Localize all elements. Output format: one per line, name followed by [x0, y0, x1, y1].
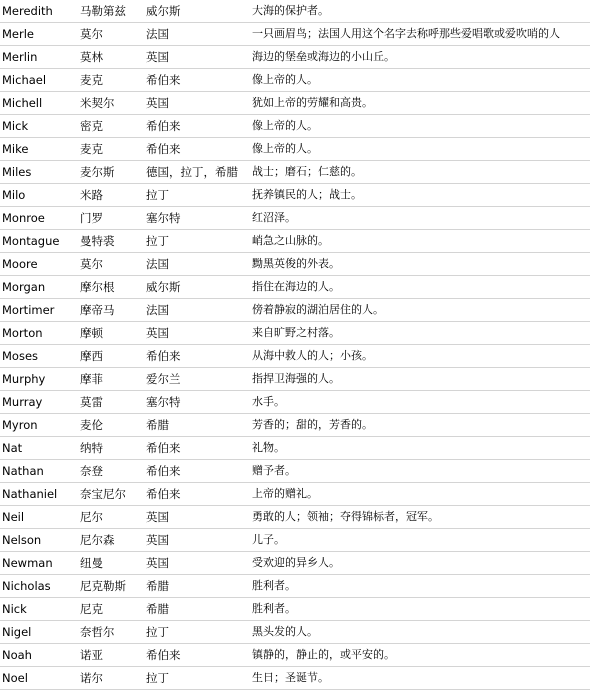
meaning-cell: 镇静的，静止的，或平安的。 [250, 644, 590, 667]
table-row [0, 46, 590, 69]
table-row [0, 667, 590, 690]
table-row [0, 138, 590, 161]
english-name-cell: Murray [0, 391, 78, 414]
table-row [0, 322, 590, 345]
origin-cell: 希伯来 [144, 460, 250, 483]
meaning-cell: 红沼泽。 [250, 207, 590, 230]
english-name-cell: Nicholas [0, 575, 78, 598]
english-name-cell: Montague [0, 230, 78, 253]
chinese-name-cell: 麦尔斯 [78, 161, 144, 184]
table-row [0, 253, 590, 276]
meaning-cell: 胜利者。 [250, 575, 590, 598]
english-name-cell: Myron [0, 414, 78, 437]
origin-cell: 希腊 [144, 414, 250, 437]
english-name-cell: Merle [0, 23, 78, 46]
origin-cell: 法国 [144, 23, 250, 46]
table-row [0, 506, 590, 529]
chinese-name-cell: 密克 [78, 115, 144, 138]
origin-cell: 希伯来 [144, 138, 250, 161]
chinese-name-cell: 纳特 [78, 437, 144, 460]
meaning-cell: 像上帝的人。 [250, 69, 590, 92]
chinese-name-cell: 摩西 [78, 345, 144, 368]
table-row [0, 552, 590, 575]
chinese-name-cell: 摩顿 [78, 322, 144, 345]
meaning-cell: 抚养镇民的人；战士。 [250, 184, 590, 207]
meaning-cell: 大海的保护者。 [250, 0, 590, 23]
english-name-cell: Nat [0, 437, 78, 460]
chinese-name-cell: 奈哲尔 [78, 621, 144, 644]
meaning-cell: 指住在海边的人。 [250, 276, 590, 299]
english-name-cell: Miles [0, 161, 78, 184]
table-row [0, 115, 590, 138]
table-row [0, 276, 590, 299]
chinese-name-cell: 奈宝尼尔 [78, 483, 144, 506]
origin-cell: 英国 [144, 92, 250, 115]
english-name-cell: Merlin [0, 46, 78, 69]
table-row [0, 598, 590, 621]
origin-cell: 塞尔特 [144, 207, 250, 230]
chinese-name-cell: 麦克 [78, 69, 144, 92]
chinese-name-cell: 麦伦 [78, 414, 144, 437]
chinese-name-cell: 米路 [78, 184, 144, 207]
chinese-name-cell: 诺亚 [78, 644, 144, 667]
origin-cell: 希伯来 [144, 437, 250, 460]
meaning-cell: 勇敢的人；领袖；夺得锦标者，冠军。 [250, 506, 590, 529]
meaning-cell: 战士；磨石；仁慈的。 [250, 161, 590, 184]
meaning-cell: 受欢迎的异乡人。 [250, 552, 590, 575]
chinese-name-cell: 莫尔 [78, 23, 144, 46]
meaning-cell: 胜利者。 [250, 598, 590, 621]
chinese-name-cell: 曼特裘 [78, 230, 144, 253]
english-name-cell: Milo [0, 184, 78, 207]
chinese-name-cell: 尼克勒斯 [78, 575, 144, 598]
table-row [0, 299, 590, 322]
meaning-cell: 上帝的赠礼。 [250, 483, 590, 506]
origin-cell: 拉丁 [144, 667, 250, 690]
english-name-cell: Moses [0, 345, 78, 368]
origin-cell: 希伯来 [144, 644, 250, 667]
meaning-cell: 犹如上帝的劳耀和高贵。 [250, 92, 590, 115]
english-name-cell: Murphy [0, 368, 78, 391]
chinese-name-cell: 莫尔 [78, 253, 144, 276]
origin-cell: 爱尔兰 [144, 368, 250, 391]
table-row [0, 368, 590, 391]
english-name-cell: Michael [0, 69, 78, 92]
english-name-cell: Nick [0, 598, 78, 621]
english-name-cell: Newman [0, 552, 78, 575]
chinese-name-cell: 门罗 [78, 207, 144, 230]
meaning-cell: 像上帝的人。 [250, 138, 590, 161]
origin-cell: 希伯来 [144, 483, 250, 506]
chinese-name-cell: 纽曼 [78, 552, 144, 575]
chinese-name-cell: 摩尔根 [78, 276, 144, 299]
origin-cell: 希伯来 [144, 345, 250, 368]
table-row [0, 621, 590, 644]
english-name-cell: Mike [0, 138, 78, 161]
english-name-cell: Monroe [0, 207, 78, 230]
table-row [0, 414, 590, 437]
meaning-cell: 指捍卫海强的人。 [250, 368, 590, 391]
english-name-cell: Nathan [0, 460, 78, 483]
origin-cell: 法国 [144, 299, 250, 322]
table-row [0, 69, 590, 92]
english-name-cell: Noel [0, 667, 78, 690]
origin-cell: 德国，拉丁，希腊 [144, 161, 250, 184]
meaning-cell: 水手。 [250, 391, 590, 414]
origin-cell: 威尔斯 [144, 276, 250, 299]
chinese-name-cell: 尼克 [78, 598, 144, 621]
meaning-cell: 像上帝的人。 [250, 115, 590, 138]
chinese-name-cell: 马勒第兹 [78, 0, 144, 23]
origin-cell: 希腊 [144, 598, 250, 621]
origin-cell: 希腊 [144, 575, 250, 598]
chinese-name-cell: 莫林 [78, 46, 144, 69]
origin-cell: 拉丁 [144, 230, 250, 253]
english-name-cell: Michell [0, 92, 78, 115]
chinese-name-cell: 米契尔 [78, 92, 144, 115]
meaning-cell: 赠予者。 [250, 460, 590, 483]
origin-cell: 英国 [144, 529, 250, 552]
table-row [0, 0, 590, 23]
table-row [0, 23, 590, 46]
origin-cell: 塞尔特 [144, 391, 250, 414]
origin-cell: 英国 [144, 506, 250, 529]
english-name-cell: Meredith [0, 0, 78, 23]
origin-cell: 希伯来 [144, 115, 250, 138]
english-name-cell: Mick [0, 115, 78, 138]
table-row [0, 644, 590, 667]
origin-cell: 英国 [144, 552, 250, 575]
origin-cell: 英国 [144, 46, 250, 69]
english-name-cell: Nelson [0, 529, 78, 552]
table-row [0, 230, 590, 253]
chinese-name-cell: 诺尔 [78, 667, 144, 690]
table-row [0, 207, 590, 230]
table-row [0, 483, 590, 506]
meaning-cell: 礼物。 [250, 437, 590, 460]
table-row [0, 391, 590, 414]
chinese-name-cell: 奈登 [78, 460, 144, 483]
english-name-cell: Neil [0, 506, 78, 529]
origin-cell: 威尔斯 [144, 0, 250, 23]
meaning-cell: 海边的堡垒或海边的小山丘。 [250, 46, 590, 69]
origin-cell: 法国 [144, 253, 250, 276]
meaning-cell: 一只画眉鸟；法国人用这个名字去称呼那些爱唱歌或爱吹哨的人 [250, 23, 590, 46]
table-row [0, 184, 590, 207]
meaning-cell: 生日；圣诞节。 [250, 667, 590, 690]
meaning-cell: 傍着静寂的湖泊居住的人。 [250, 299, 590, 322]
table-row [0, 161, 590, 184]
chinese-name-cell: 尼尔 [78, 506, 144, 529]
table-row [0, 460, 590, 483]
meaning-cell: 儿子。 [250, 529, 590, 552]
chinese-name-cell: 莫雷 [78, 391, 144, 414]
english-name-cell: Mortimer [0, 299, 78, 322]
table-row [0, 92, 590, 115]
meaning-cell: 来自旷野之村落。 [250, 322, 590, 345]
chinese-name-cell: 摩菲 [78, 368, 144, 391]
meaning-cell: 芳香的；甜的，芳香的。 [250, 414, 590, 437]
meaning-cell: 从海中救人的人；小孩。 [250, 345, 590, 368]
origin-cell: 拉丁 [144, 621, 250, 644]
english-name-cell: Nigel [0, 621, 78, 644]
english-name-cell: Noah [0, 644, 78, 667]
meaning-cell: 峭急之山脉的。 [250, 230, 590, 253]
meaning-cell: 黝黑英俊的外表。 [250, 253, 590, 276]
english-name-cell: Moore [0, 253, 78, 276]
origin-cell: 英国 [144, 322, 250, 345]
table-row [0, 575, 590, 598]
english-name-cell: Morgan [0, 276, 78, 299]
table-row [0, 437, 590, 460]
meaning-cell: 黑头发的人。 [250, 621, 590, 644]
english-name-cell: Nathaniel [0, 483, 78, 506]
chinese-name-cell: 摩帝马 [78, 299, 144, 322]
table-row [0, 345, 590, 368]
chinese-name-cell: 麦克 [78, 138, 144, 161]
origin-cell: 希伯来 [144, 69, 250, 92]
english-name-cell: Morton [0, 322, 78, 345]
chinese-name-cell: 尼尔森 [78, 529, 144, 552]
table-row [0, 529, 590, 552]
origin-cell: 拉丁 [144, 184, 250, 207]
